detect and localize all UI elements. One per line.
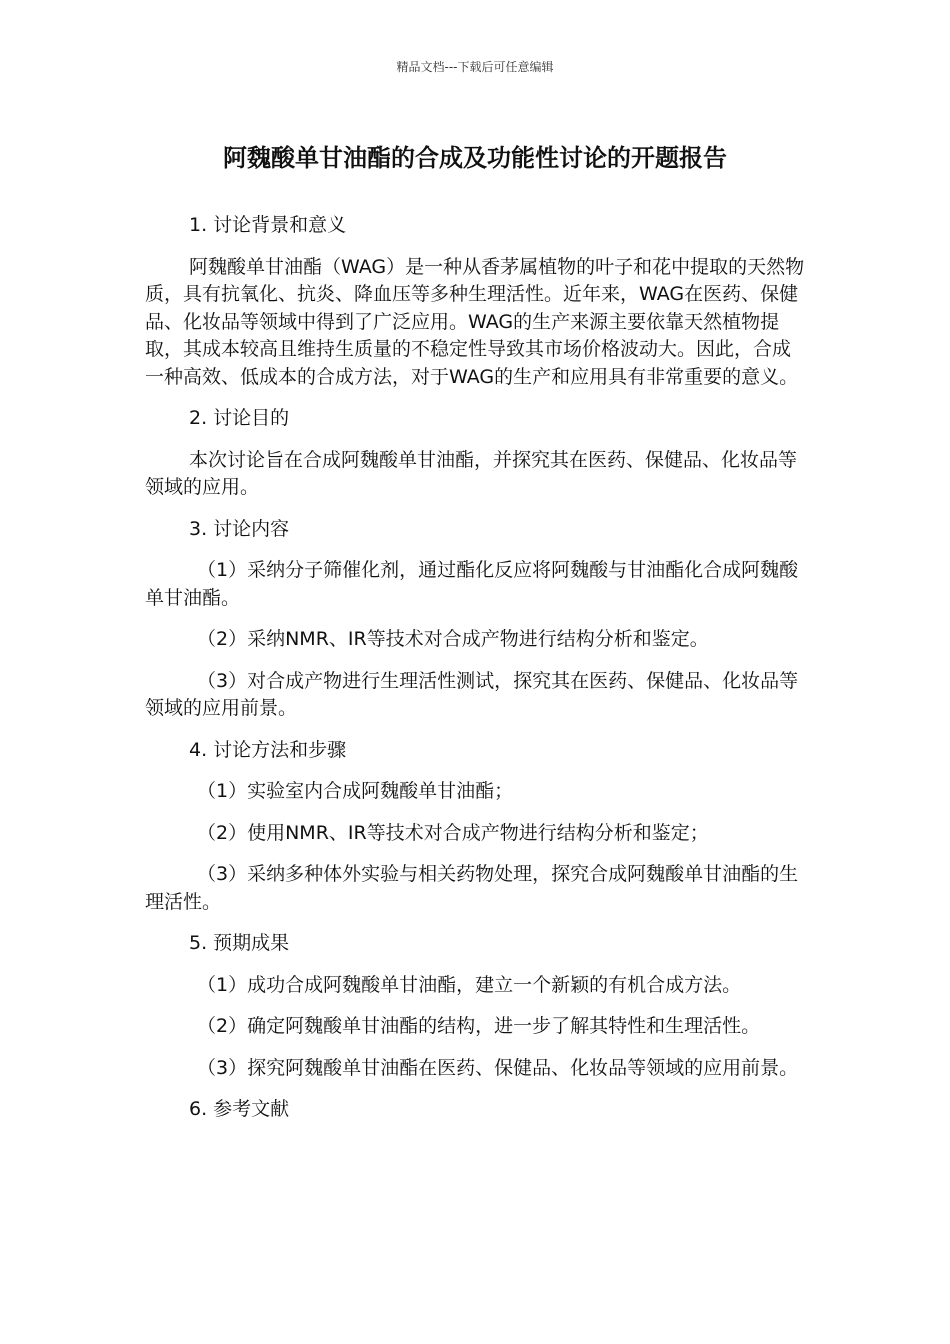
section-heading-content: 3. 讨论内容 <box>189 517 290 540</box>
paragraph-background: 阿魏酸单甘油酯（WAG）是一种从香茅属植物的叶子和花中提取的天然物质，具有抗氧化、抗炎、降血压等多种生理活性。近年来，WAG在医药、保健品、化妆品等领域中得到了广泛应用。WAG的生产来源主要依靠天然植物提取，其成本较高且维持生质量的不稳定性导致其市场价格波动大。因此，合成一种高效、低成本的合成方法，对于WAG的生产和应用具有非常重要的意义。 <box>145 255 805 388</box>
content-item-3: （3）对合成产物进行生理活性测试，探究其在医药、保健品、化妆品等领域的应用前景。 <box>145 669 799 719</box>
document-title: 阿魏酸单甘油酯的合成及功能性讨论的开题报告 <box>223 144 727 172</box>
method-item-1: （1）实验室内合成阿魏酸单甘油酯； <box>197 780 514 802</box>
document-body <box>145 212 807 1138</box>
method-item-2: （2）使用NMR、IR等技术对合成产物进行结构分析和鉴定； <box>197 821 709 844</box>
page-header-note: 精品文档---下载后可任意编辑 <box>396 60 554 74</box>
content-item-1: （1）采纳分子筛催化剂，通过酯化反应将阿魏酸与甘油酯化合成阿魏酸单甘油酯。 <box>145 559 799 609</box>
section-heading-expected-results: 5. 预期成果 <box>189 932 290 954</box>
result-item-1: （1）成功合成阿魏酸单甘油酯，建立一个新颖的有机合成方法。 <box>197 973 742 996</box>
result-item-3: （3）探究阿魏酸单甘油酯在医药、保健品、化妆品等领域的应用前景。 <box>197 1056 799 1079</box>
paragraph-purpose: 本次讨论旨在合成阿魏酸单甘油酯，并探究其在医药、保健品、化妆品等领域的应用。 <box>145 448 798 498</box>
section-heading-methods: 4. 讨论方法和步骤 <box>189 738 347 761</box>
section-heading-background: 1. 讨论背景和意义 <box>189 214 347 236</box>
result-item-2: （2）确定阿魏酸单甘油酯的结构，进一步了解其特性和生理活性。 <box>197 1015 761 1037</box>
method-item-3: （3）采纳多种体外实验与相关药物处理，探究合成阿魏酸单甘油酯的生理活性。 <box>145 863 799 913</box>
section-heading-references: 6. 参考文献 <box>189 1098 290 1120</box>
content-item-2: （2）采纳NMR、IR等技术对合成产物进行结构分析和鉴定。 <box>197 628 709 650</box>
section-heading-purpose: 2. 讨论目的 <box>189 407 290 429</box>
